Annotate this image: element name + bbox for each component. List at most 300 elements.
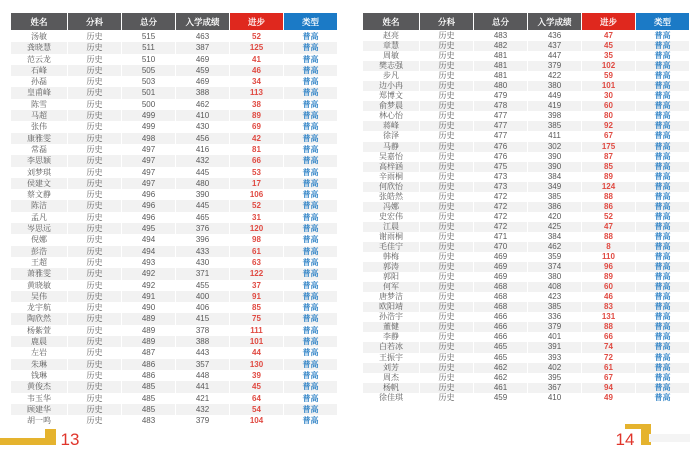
table-row bbox=[363, 81, 690, 91]
col-header-type: 类型 bbox=[284, 13, 338, 31]
cell-progress: 85 bbox=[582, 162, 636, 172]
cell-progress: 131 bbox=[582, 312, 636, 322]
cell-total: 490 bbox=[122, 302, 176, 313]
cell-name: 岑思远 bbox=[11, 223, 68, 234]
cell-entry-score: 430 bbox=[176, 257, 230, 268]
cell-entry-score: 387 bbox=[176, 42, 230, 53]
cell-total: 494 bbox=[122, 234, 176, 245]
cell-type: 普高 bbox=[636, 101, 690, 111]
cell-name: 毛佳宁 bbox=[363, 242, 420, 252]
cell-type: 普高 bbox=[636, 363, 690, 373]
cell-entry-score: 378 bbox=[176, 325, 230, 336]
table-row bbox=[363, 342, 690, 352]
cell-subject: 历史 bbox=[420, 222, 474, 232]
cell-subject: 历史 bbox=[420, 262, 474, 272]
cell-subject: 历史 bbox=[420, 71, 474, 81]
cell-progress: 110 bbox=[582, 252, 636, 262]
cell-progress: 64 bbox=[230, 393, 284, 404]
cell-subject: 历史 bbox=[68, 393, 122, 404]
table-row bbox=[11, 144, 338, 155]
cell-progress: 83 bbox=[582, 302, 636, 312]
cell-progress: 89 bbox=[582, 272, 636, 282]
table-row bbox=[11, 42, 338, 53]
cell-name: 王振宇 bbox=[363, 353, 420, 363]
cell-progress: 86 bbox=[582, 202, 636, 212]
cell-entry-score: 422 bbox=[528, 71, 582, 81]
cell-subject: 历史 bbox=[420, 142, 474, 152]
cell-progress: 66 bbox=[582, 332, 636, 342]
cell-progress: 38 bbox=[230, 99, 284, 110]
cell-progress: 44 bbox=[230, 347, 284, 358]
cell-progress: 87 bbox=[582, 152, 636, 162]
cell-type: 普高 bbox=[284, 404, 338, 415]
cell-type: 普高 bbox=[636, 51, 690, 61]
cell-type: 普高 bbox=[284, 246, 338, 257]
table-row bbox=[363, 51, 690, 61]
cell-type: 普高 bbox=[284, 415, 338, 426]
table-row bbox=[11, 381, 338, 392]
cell-subject: 历史 bbox=[420, 322, 474, 332]
cell-total: 481 bbox=[474, 61, 528, 71]
cell-subject: 历史 bbox=[68, 65, 122, 76]
table-row bbox=[11, 212, 338, 223]
cell-total: 486 bbox=[122, 359, 176, 370]
col-header-entry-score: 入学成绩 bbox=[176, 13, 230, 31]
cell-name: 龙宇航 bbox=[11, 302, 68, 313]
cell-total: 459 bbox=[474, 393, 528, 403]
table-row bbox=[363, 393, 690, 403]
cell-total: 477 bbox=[474, 131, 528, 141]
cell-progress: 61 bbox=[230, 246, 284, 257]
cell-type: 普高 bbox=[284, 302, 338, 313]
cell-subject: 历史 bbox=[420, 353, 474, 363]
cell-name: 吴嘉怡 bbox=[363, 152, 420, 162]
cell-subject: 历史 bbox=[420, 61, 474, 71]
cell-total: 473 bbox=[474, 182, 528, 192]
cell-name: 郭阳 bbox=[363, 272, 420, 282]
cell-progress: 175 bbox=[582, 142, 636, 152]
cell-entry-score: 388 bbox=[176, 336, 230, 347]
cell-subject: 历史 bbox=[68, 31, 122, 43]
cell-type: 普高 bbox=[284, 234, 338, 245]
cell-type: 普高 bbox=[284, 200, 338, 211]
cell-name: 顾建华 bbox=[11, 404, 68, 415]
cell-entry-score: 406 bbox=[176, 302, 230, 313]
cell-progress: 60 bbox=[582, 282, 636, 292]
cell-type: 普高 bbox=[284, 121, 338, 132]
col-header-progress: 进步 bbox=[230, 13, 284, 31]
cell-type: 普高 bbox=[636, 152, 690, 162]
cell-progress: 69 bbox=[230, 121, 284, 132]
cell-entry-score: 459 bbox=[176, 65, 230, 76]
cell-progress: 37 bbox=[230, 280, 284, 291]
cell-entry-score: 436 bbox=[528, 31, 582, 42]
cell-name: 朱琳 bbox=[11, 359, 68, 370]
table-row bbox=[11, 268, 338, 279]
cell-entry-score: 423 bbox=[528, 292, 582, 302]
cell-total: 481 bbox=[474, 51, 528, 61]
cell-subject: 历史 bbox=[68, 178, 122, 189]
cell-total: 510 bbox=[122, 54, 176, 65]
cell-entry-score: 445 bbox=[176, 167, 230, 178]
cell-type: 普高 bbox=[636, 353, 690, 363]
cell-name: 谢雨桐 bbox=[363, 232, 420, 242]
cell-name: 樊志强 bbox=[363, 61, 420, 71]
table-row bbox=[11, 415, 338, 426]
cell-type: 普高 bbox=[284, 178, 338, 189]
cell-total: 466 bbox=[474, 332, 528, 342]
table-row bbox=[11, 370, 338, 381]
cell-total: 468 bbox=[474, 292, 528, 302]
table-row bbox=[11, 133, 338, 144]
cell-subject: 历史 bbox=[420, 192, 474, 202]
cell-name: 侯建文 bbox=[11, 178, 68, 189]
table-row bbox=[11, 54, 338, 65]
col-header-total: 总分 bbox=[122, 13, 176, 31]
cell-total: 469 bbox=[474, 252, 528, 262]
cell-progress: 53 bbox=[230, 167, 284, 178]
table-row bbox=[363, 232, 690, 242]
cell-progress: 47 bbox=[582, 31, 636, 42]
table-row bbox=[11, 65, 338, 76]
cell-entry-score: 456 bbox=[176, 133, 230, 144]
cell-subject: 历史 bbox=[420, 41, 474, 51]
table-row bbox=[11, 223, 338, 234]
cell-progress: 85 bbox=[230, 302, 284, 313]
cell-entry-score: 390 bbox=[528, 152, 582, 162]
cell-entry-score: 385 bbox=[528, 121, 582, 131]
cell-total: 468 bbox=[474, 302, 528, 312]
cell-entry-score: 437 bbox=[528, 41, 582, 51]
cell-entry-score: 410 bbox=[176, 110, 230, 121]
cell-entry-score: 416 bbox=[176, 144, 230, 155]
cell-subject: 历史 bbox=[420, 212, 474, 222]
cell-entry-score: 359 bbox=[528, 252, 582, 262]
table-row bbox=[363, 363, 690, 373]
cell-subject: 历史 bbox=[420, 101, 474, 111]
cell-entry-score: 380 bbox=[528, 81, 582, 91]
cell-entry-score: 349 bbox=[528, 182, 582, 192]
col-header-total: 总分 bbox=[474, 13, 528, 31]
cell-progress: 17 bbox=[230, 178, 284, 189]
cell-progress: 67 bbox=[582, 131, 636, 141]
cell-entry-score: 420 bbox=[528, 212, 582, 222]
footer-accent-bar-right bbox=[649, 434, 690, 442]
cell-subject: 历史 bbox=[420, 172, 474, 182]
cell-type: 普高 bbox=[284, 42, 338, 53]
col-header-subject: 分科 bbox=[68, 13, 122, 31]
cell-type: 普高 bbox=[636, 383, 690, 393]
page-number-right: 14 bbox=[609, 429, 641, 451]
table-row bbox=[363, 312, 690, 322]
cell-entry-score: 410 bbox=[528, 393, 582, 403]
cell-subject: 历史 bbox=[68, 302, 122, 313]
cell-progress: 54 bbox=[230, 404, 284, 415]
cell-subject: 历史 bbox=[68, 336, 122, 347]
cell-name: 马超 bbox=[11, 110, 68, 121]
table-row bbox=[363, 131, 690, 141]
cell-subject: 历史 bbox=[68, 257, 122, 268]
cell-type: 普高 bbox=[284, 370, 338, 381]
cell-progress: 67 bbox=[582, 373, 636, 383]
cell-type: 普高 bbox=[636, 332, 690, 342]
cell-name: 赵亮 bbox=[363, 31, 420, 42]
cell-type: 普高 bbox=[284, 325, 338, 336]
cell-total: 497 bbox=[122, 155, 176, 166]
cell-total: 495 bbox=[122, 223, 176, 234]
cell-subject: 历史 bbox=[420, 182, 474, 192]
cell-type: 普高 bbox=[636, 142, 690, 152]
table-row bbox=[363, 302, 690, 312]
table-row bbox=[363, 292, 690, 302]
cell-entry-score: 408 bbox=[528, 282, 582, 292]
cell-subject: 历史 bbox=[68, 268, 122, 279]
table-row bbox=[11, 99, 338, 110]
cell-progress: 94 bbox=[582, 383, 636, 393]
cell-progress: 74 bbox=[582, 342, 636, 352]
cell-type: 普高 bbox=[636, 302, 690, 312]
cell-name: 胡一鸣 bbox=[11, 415, 68, 426]
cell-entry-score: 398 bbox=[528, 111, 582, 121]
cell-name: 俞梦晨 bbox=[363, 101, 420, 111]
cell-total: 475 bbox=[474, 162, 528, 172]
cell-progress: 46 bbox=[582, 292, 636, 302]
cell-entry-score: 385 bbox=[528, 302, 582, 312]
cell-subject: 历史 bbox=[420, 332, 474, 342]
cell-progress: 35 bbox=[582, 51, 636, 61]
cell-type: 普高 bbox=[284, 347, 338, 358]
cell-subject: 历史 bbox=[68, 370, 122, 381]
table-row bbox=[11, 121, 338, 132]
cell-total: 476 bbox=[474, 152, 528, 162]
cell-type: 普高 bbox=[636, 111, 690, 121]
cell-type: 普高 bbox=[636, 31, 690, 42]
cell-name: 步凡 bbox=[363, 71, 420, 81]
table-row bbox=[363, 373, 690, 383]
cell-entry-score: 441 bbox=[176, 381, 230, 392]
cell-total: 497 bbox=[122, 167, 176, 178]
cell-subject: 历史 bbox=[420, 81, 474, 91]
cell-progress: 46 bbox=[230, 65, 284, 76]
table-row bbox=[11, 110, 338, 121]
cell-type: 普高 bbox=[636, 202, 690, 212]
cell-total: 462 bbox=[474, 363, 528, 373]
table-row bbox=[363, 332, 690, 342]
cell-type: 普高 bbox=[636, 91, 690, 101]
table-row bbox=[11, 347, 338, 358]
cell-entry-score: 421 bbox=[176, 393, 230, 404]
cell-subject: 历史 bbox=[68, 133, 122, 144]
cell-entry-score: 380 bbox=[528, 272, 582, 282]
cell-entry-score: 469 bbox=[176, 76, 230, 87]
cell-entry-score: 336 bbox=[528, 312, 582, 322]
cell-type: 普高 bbox=[284, 144, 338, 155]
cell-total: 462 bbox=[474, 373, 528, 383]
cell-total: 481 bbox=[474, 71, 528, 81]
cell-progress: 104 bbox=[230, 415, 284, 426]
cell-progress: 88 bbox=[582, 322, 636, 332]
cell-name: 边小冉 bbox=[363, 81, 420, 91]
table-row bbox=[11, 257, 338, 268]
table-row bbox=[363, 172, 690, 182]
cell-total: 505 bbox=[122, 65, 176, 76]
cell-total: 465 bbox=[474, 342, 528, 352]
cell-progress: 124 bbox=[582, 182, 636, 192]
cell-total: 485 bbox=[122, 381, 176, 392]
cell-progress: 113 bbox=[230, 87, 284, 98]
cell-name: 郭涛 bbox=[363, 262, 420, 272]
table-header bbox=[363, 13, 690, 31]
cell-name: 孟凡 bbox=[11, 212, 68, 223]
cell-total: 494 bbox=[122, 246, 176, 257]
cell-type: 普高 bbox=[284, 336, 338, 347]
cell-progress: 98 bbox=[230, 234, 284, 245]
table-row bbox=[11, 393, 338, 404]
cell-subject: 历史 bbox=[68, 347, 122, 358]
cell-entry-score: 402 bbox=[528, 363, 582, 373]
cell-subject: 历史 bbox=[68, 42, 122, 53]
cell-progress: 63 bbox=[230, 257, 284, 268]
cell-progress: 102 bbox=[582, 61, 636, 71]
cell-entry-score: 465 bbox=[176, 212, 230, 223]
cell-name: 石峰 bbox=[11, 65, 68, 76]
cell-type: 普高 bbox=[284, 99, 338, 110]
col-header-type: 类型 bbox=[636, 13, 690, 31]
cell-name: 周敏 bbox=[363, 51, 420, 61]
cell-type: 普高 bbox=[636, 262, 690, 272]
table-row bbox=[363, 252, 690, 262]
cell-subject: 历史 bbox=[420, 252, 474, 262]
cell-progress: 101 bbox=[582, 81, 636, 91]
cell-total: 511 bbox=[122, 42, 176, 53]
cell-type: 普高 bbox=[284, 381, 338, 392]
col-header-name: 姓名 bbox=[11, 13, 68, 31]
cell-type: 普高 bbox=[636, 81, 690, 91]
cell-total: 483 bbox=[474, 31, 528, 42]
cell-name: 萧雅雯 bbox=[11, 268, 68, 279]
cell-subject: 历史 bbox=[420, 202, 474, 212]
cell-entry-score: 391 bbox=[528, 342, 582, 352]
cell-type: 普高 bbox=[636, 342, 690, 352]
cell-total: 479 bbox=[474, 91, 528, 101]
cell-entry-score: 400 bbox=[176, 291, 230, 302]
cell-type: 普高 bbox=[636, 41, 690, 51]
cell-entry-score: 379 bbox=[176, 415, 230, 426]
cell-subject: 历史 bbox=[68, 121, 122, 132]
table-row bbox=[11, 178, 338, 189]
cell-type: 普高 bbox=[284, 76, 338, 87]
cell-name: 韦玉华 bbox=[11, 393, 68, 404]
cell-total: 487 bbox=[122, 347, 176, 358]
table-row bbox=[11, 336, 338, 347]
cell-total: 489 bbox=[122, 325, 176, 336]
cell-subject: 历史 bbox=[420, 272, 474, 282]
cell-type: 普高 bbox=[636, 282, 690, 292]
cell-name: 刘梦琪 bbox=[11, 167, 68, 178]
cell-entry-score: 448 bbox=[176, 370, 230, 381]
cell-progress: 72 bbox=[582, 353, 636, 363]
cell-progress: 89 bbox=[230, 110, 284, 121]
cell-total: 503 bbox=[122, 76, 176, 87]
cell-type: 普高 bbox=[284, 31, 338, 43]
cell-progress: 89 bbox=[582, 172, 636, 182]
cell-type: 普高 bbox=[636, 242, 690, 252]
cell-type: 普高 bbox=[284, 257, 338, 268]
cell-name: 杨紫萱 bbox=[11, 325, 68, 336]
cell-subject: 历史 bbox=[420, 302, 474, 312]
cell-name: 史宏伟 bbox=[363, 212, 420, 222]
cell-entry-score: 384 bbox=[528, 232, 582, 242]
cell-name: 陈洁 bbox=[11, 200, 68, 211]
cell-total: 471 bbox=[474, 232, 528, 242]
cell-type: 普高 bbox=[636, 192, 690, 202]
cell-total: 489 bbox=[122, 336, 176, 347]
cell-progress: 88 bbox=[582, 192, 636, 202]
cell-subject: 历史 bbox=[420, 383, 474, 393]
cell-name: 蒋峰 bbox=[363, 121, 420, 131]
col-header-entry-score: 入学成绩 bbox=[528, 13, 582, 31]
cell-name: 何欣怡 bbox=[363, 182, 420, 192]
cell-name: 皇甫峰 bbox=[11, 87, 68, 98]
cell-name: 李静 bbox=[363, 332, 420, 342]
cell-subject: 历史 bbox=[68, 280, 122, 291]
cell-progress: 80 bbox=[582, 111, 636, 121]
cell-name: 郑博文 bbox=[363, 91, 420, 101]
cell-progress: 59 bbox=[582, 71, 636, 81]
cell-entry-score: 385 bbox=[528, 192, 582, 202]
cell-type: 普高 bbox=[636, 61, 690, 71]
cell-name: 范云龙 bbox=[11, 54, 68, 65]
table-row bbox=[11, 302, 338, 313]
cell-type: 普高 bbox=[636, 172, 690, 182]
cell-total: 500 bbox=[122, 99, 176, 110]
cell-type: 普高 bbox=[636, 222, 690, 232]
cell-progress: 52 bbox=[230, 200, 284, 211]
cell-progress: 39 bbox=[230, 370, 284, 381]
table-row bbox=[11, 404, 338, 415]
table-row bbox=[363, 262, 690, 272]
cell-entry-score: 386 bbox=[528, 202, 582, 212]
cell-name: 周杰 bbox=[363, 373, 420, 383]
cell-name: 陶欣然 bbox=[11, 313, 68, 324]
cell-name: 孙磊 bbox=[11, 76, 68, 87]
cell-type: 普高 bbox=[284, 280, 338, 291]
cell-total: 489 bbox=[122, 313, 176, 324]
cell-name: 李思颖 bbox=[11, 155, 68, 166]
cell-progress: 49 bbox=[582, 393, 636, 403]
cell-type: 普高 bbox=[284, 189, 338, 200]
cell-entry-score: 401 bbox=[528, 332, 582, 342]
cell-total: 480 bbox=[474, 81, 528, 91]
cell-total: 497 bbox=[122, 178, 176, 189]
cell-total: 496 bbox=[122, 200, 176, 211]
cell-subject: 历史 bbox=[68, 223, 122, 234]
cell-name: 董健 bbox=[363, 322, 420, 332]
cell-subject: 历史 bbox=[420, 373, 474, 383]
cell-subject: 历史 bbox=[68, 415, 122, 426]
table-row bbox=[363, 101, 690, 111]
table-row bbox=[11, 325, 338, 336]
cell-subject: 历史 bbox=[68, 313, 122, 324]
table-row bbox=[363, 91, 690, 101]
cell-subject: 历史 bbox=[68, 234, 122, 245]
cell-entry-score: 433 bbox=[176, 246, 230, 257]
table-row bbox=[363, 322, 690, 332]
cell-type: 普高 bbox=[636, 373, 690, 383]
table-row bbox=[363, 212, 690, 222]
cell-entry-score: 384 bbox=[528, 172, 582, 182]
cell-subject: 历史 bbox=[68, 110, 122, 121]
